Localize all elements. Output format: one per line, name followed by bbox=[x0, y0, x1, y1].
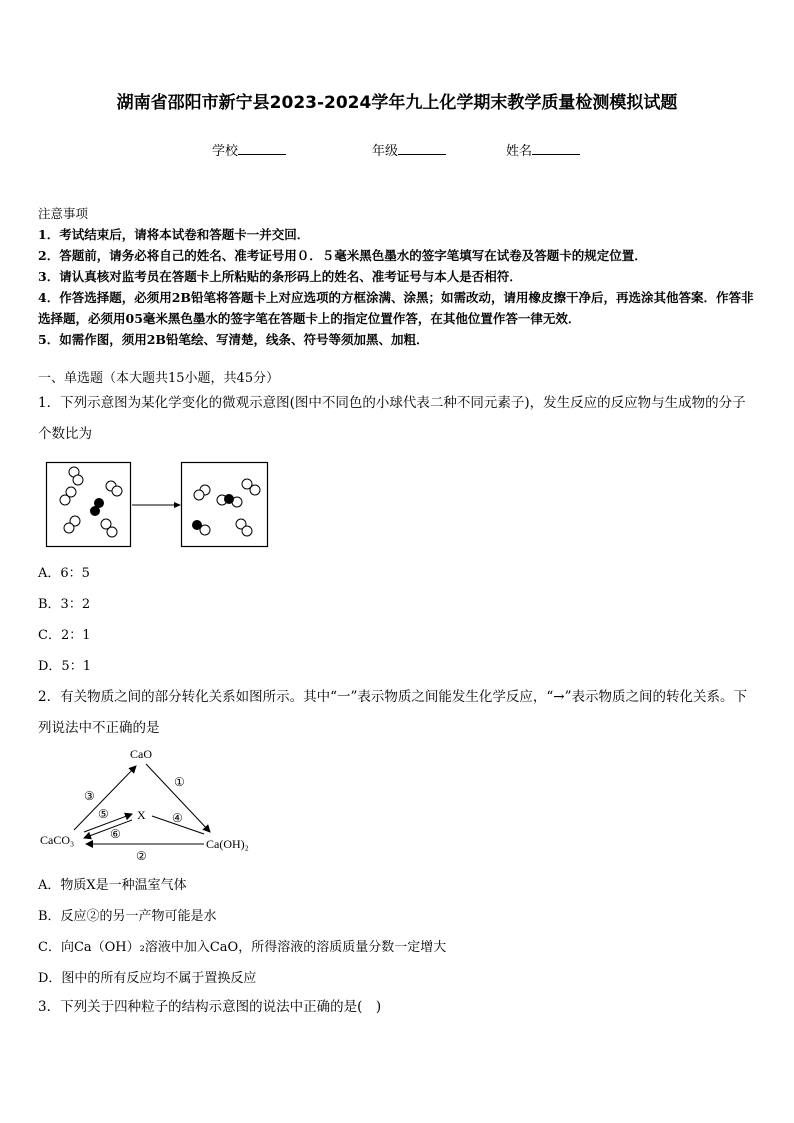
grade-label: 年级 bbox=[372, 144, 399, 159]
name-field bbox=[506, 140, 580, 159]
cao-label: CaO bbox=[130, 747, 152, 761]
notice-block bbox=[38, 203, 758, 350]
q2-option-b: B．反应②的另一产物可能是水 bbox=[38, 909, 217, 924]
x-label: X bbox=[137, 808, 146, 822]
page-title: 湖南省邵阳市新宁县2023-2024学年九上化学期末教学质量检测模拟试题 bbox=[116, 93, 678, 113]
notice-item-1: 1．考试结束后，请将本试卷和答题卡一并交回． bbox=[38, 227, 310, 242]
q1-option-b: B．3：2 bbox=[38, 597, 91, 612]
q2-option-c: C．向Ca（OH）₂溶液中加入CaO，所得溶液的溶质质量分数一定增大 bbox=[38, 940, 447, 955]
q1-option-a: A．6：5 bbox=[38, 566, 90, 581]
reaction-5-label: ⑤ bbox=[98, 807, 109, 821]
q2-option-d: D．图中的所有反应均不属于置换反应 bbox=[38, 971, 257, 986]
question-1-stem: 1．下列示意图为某化学变化的微观示意图(图中不同色的小球代表二种不同元素子)，发生反应的反应物与生成物的分子个数比为 bbox=[38, 395, 746, 442]
caco3-label: CaCO₃ bbox=[40, 833, 75, 847]
caoh2-label: Ca(OH)₂ bbox=[206, 837, 249, 851]
q2-option-a: A．物质X是一种温室气体 bbox=[38, 878, 187, 893]
q1-option-c: C．2：1 bbox=[38, 628, 91, 643]
notice-item-5: 5．如需作图，须用2B铅笔绘、写清楚，线条、符号等须加黑、加粗． bbox=[38, 332, 429, 347]
reaction-4-label: ④ bbox=[172, 811, 183, 825]
name-label: 姓名 bbox=[506, 144, 533, 159]
notice-item-4: 4．作答选择题，必须用2B铅笔将答题卡上对应选项的方框涂满、涂黑；如需改动，请用橡皮擦干净后，再选涂其他答案．作答非选择题，必须用05毫米黑色墨水的签字笔在答题卡上的指定位置作答，在其他位置作答一律无效． bbox=[38, 290, 754, 326]
reaction-3-label: ③ bbox=[84, 789, 95, 803]
notice-item-2: 2．答题前，请务必将自己的姓名、准考证号用０．５毫米黑色墨水的签字笔填写在试卷及答题卡的规定位置． bbox=[38, 248, 647, 263]
school-blank bbox=[238, 142, 286, 155]
question-2-stem: 2．有关物质之间的部分转化关系如图所示。其中“一”表示物质之间能发生化学反应，“→”表示物质之间的转化关系。下列说法中不正确的是 bbox=[38, 689, 748, 736]
notice-heading: 注意事项 bbox=[38, 206, 89, 221]
grade-blank bbox=[398, 142, 446, 155]
grade-field bbox=[372, 140, 446, 159]
reaction-1-label: ① bbox=[174, 775, 185, 789]
molecule-reaction-diagram bbox=[44, 460, 274, 550]
school-field bbox=[212, 140, 286, 159]
notice-item-3: 3．请认真核对监考员在答题卡上所粘贴的条形码上的姓名、准考证号与本人是否相符． bbox=[38, 269, 522, 284]
question-3-stem: 3．下列关于四种粒子的结构示意图的说法中正确的是( ) bbox=[38, 999, 382, 1015]
school-label: 学校 bbox=[212, 144, 239, 159]
section-title: 一、单选题（本大题共15小题，共45分） bbox=[38, 371, 280, 386]
reaction-2-label: ② bbox=[136, 849, 147, 863]
q1-option-d: D．5：1 bbox=[38, 659, 91, 674]
conversion-diagram bbox=[34, 742, 274, 864]
reaction-6-label: ⑥ bbox=[110, 827, 121, 841]
name-blank bbox=[532, 142, 580, 155]
